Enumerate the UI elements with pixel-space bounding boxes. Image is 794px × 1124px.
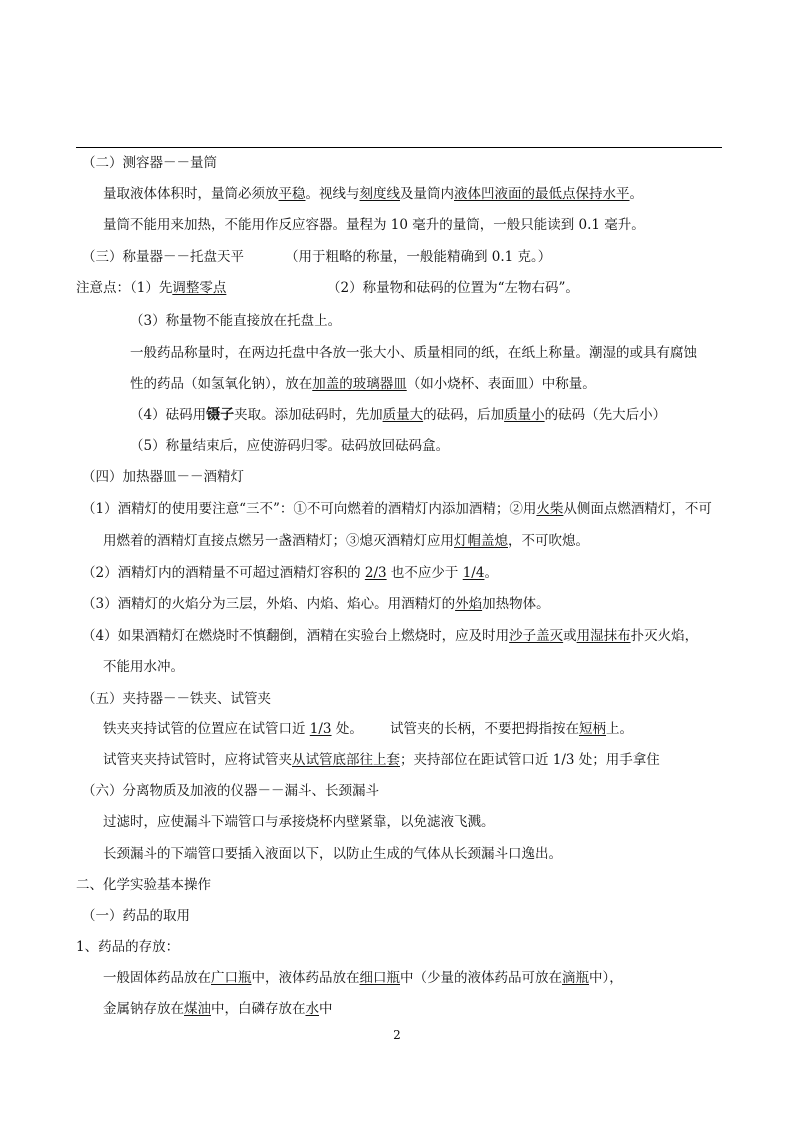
text-segment: （2）称量物和砝码的位置为“左物右码”。 [327, 280, 579, 296]
underlined-term: 滴瓶 [562, 970, 589, 986]
underlined-term: 水 [305, 1001, 319, 1017]
paragraph-line [327, 279, 579, 297]
underlined-term: 加盖的玻璃器皿 [312, 376, 407, 392]
text-segment: 金属钠存放在 [103, 1001, 184, 1017]
text-segment: （三）称量器－－托盘天平 [82, 249, 244, 265]
section-heading-graduated-cylinder [82, 154, 217, 172]
paragraph-line [76, 279, 226, 297]
paragraph-line [130, 312, 341, 330]
text-segment: （一）药品的取用 [82, 908, 190, 924]
paragraph-line [82, 595, 550, 613]
page-number: 2 [393, 1028, 401, 1042]
section-heading-storage [76, 938, 179, 956]
underlined-term: 短柄 [579, 721, 606, 737]
text-segment: 注意点：（1）先 [76, 280, 173, 296]
section-heading-funnels [82, 782, 379, 800]
section-heading-basic-operations [76, 876, 211, 894]
text-segment: 过滤时，应使漏斗下端管口与承接烧杯内壁紧靠，以免滤液飞溅。 [103, 814, 495, 830]
text-segment: 也不应少于 [386, 565, 463, 581]
text-segment: 量取液体体积时，量筒必须放 [103, 186, 279, 202]
text-segment: 处。 [331, 721, 363, 737]
text-segment: （四）加热器皿－－酒精灯 [82, 469, 244, 485]
text-segment: 扑灭火焰， [630, 628, 699, 644]
paragraph-line [103, 532, 589, 550]
paragraph-line [130, 437, 449, 455]
text-segment: 铁夹夹持试管的位置应在试管口近 [103, 721, 310, 737]
paragraph-line [390, 720, 633, 738]
paragraph-line [103, 1000, 333, 1018]
text-segment: （1）酒精灯的使用要注意“三不”：①不可向燃着的酒精灯内添加酒精；②用 [82, 501, 537, 517]
text-segment: （用于粗略的称量，一般能精确到 0.1 克。） [285, 249, 552, 265]
paragraph-line [82, 500, 712, 518]
paragraph-line [285, 248, 551, 266]
text-segment: 的砝码，后加 [423, 407, 505, 423]
text-segment: ；夹持部位在距试管口近 1/3 处；用手拿住 [400, 752, 660, 768]
underlined-term: 刻度线 [359, 186, 400, 202]
paragraph-line [103, 720, 363, 738]
text-segment: 加热物体。 [482, 596, 550, 612]
text-segment: （五）夹持器－－铁夹、试管夹 [82, 691, 271, 707]
bold-term: 镊子 [206, 407, 235, 423]
text-segment: 。 [629, 186, 643, 202]
underlined-term: 从试管底部往上套 [292, 752, 400, 768]
text-segment: 中，白磷存放在 [211, 1001, 306, 1017]
text-segment: 及量筒内 [400, 186, 454, 202]
underlined-term: 1/4 [462, 565, 485, 581]
underlined-term: 调整零点 [172, 280, 227, 296]
text-segment: 夹取。添加砝码时，先加 [234, 407, 383, 423]
text-segment: 用燃着的酒精灯直接点燃另一盏酒精灯；③熄灭酒精灯应用 [103, 533, 454, 549]
text-segment: 量筒不能用来加热，不能用作反应容器。量程为 10 毫升的量筒，一般只能读到 0.1 毫升。 [103, 217, 645, 233]
paragraph-line [103, 185, 643, 203]
text-segment: （3）酒精灯的火焰分为三层，外焰、内焰、焰心。用酒精灯的 [82, 596, 456, 612]
paragraph-line [103, 751, 660, 769]
text-segment: 长颈漏斗的下端管口要插入液面以下，以防止生成的气体从长颈漏斗口逸出。 [103, 846, 562, 862]
text-segment: ，不可吹熄。 [508, 533, 589, 549]
paragraph-line [82, 627, 698, 645]
paragraph-line [103, 216, 645, 234]
paragraph-line [103, 813, 495, 831]
underlined-term: 外焰 [455, 596, 483, 612]
underlined-term: 火柴 [536, 501, 564, 517]
underlined-term: 质量小 [504, 407, 545, 423]
text-segment: 二、化学实验基本操作 [76, 877, 211, 893]
section-heading-alcohol-lamp [82, 468, 244, 486]
text-segment: （六）分离物质及加液的仪器－－漏斗、长颈漏斗 [82, 783, 379, 799]
text-segment: 。视线与 [305, 186, 360, 202]
text-segment: （如小烧杯、表面皿）中称量。 [406, 376, 596, 392]
text-segment: （2）酒精灯内的酒精量不可超过酒精灯容积的 [82, 565, 365, 581]
underlined-term: 质量大 [382, 407, 424, 423]
text-segment: 不能用水冲。 [103, 659, 184, 675]
text-segment: 从侧面点燃酒精灯，不可 [563, 501, 712, 517]
underlined-term: 沙子盖灭 [509, 628, 564, 644]
underlined-term: 广口瓶 [211, 970, 252, 986]
underlined-term: 煤油 [184, 1001, 211, 1017]
paragraph-line [130, 406, 666, 424]
paragraph-line [103, 658, 184, 676]
underlined-term: 2/3 [364, 565, 387, 581]
header-rule [76, 147, 722, 148]
text-segment: 一般固体药品放在 [103, 970, 211, 986]
underlined-term: 平稳 [278, 186, 306, 202]
text-segment: （4）砝码用 [130, 407, 207, 423]
underlined-term: 液体凹液面的最低点保持水平 [454, 186, 630, 202]
paragraph-line [130, 344, 697, 362]
text-segment: （4）如果酒精灯在燃烧时不慎翻倒，酒精在实验台上燃烧时，应及时用 [82, 628, 510, 644]
text-segment: 1、药品的存放： [76, 939, 180, 955]
text-segment: 试管夹的长柄，不要把拇指按在 [390, 721, 579, 737]
paragraph-line [82, 564, 498, 582]
text-segment: 一般药品称量时，在两边托盘中各放一张大小、质量相同的纸，在纸上称量。潮湿的或具有腐蚀 [130, 345, 697, 361]
underlined-term: 1/3 [309, 721, 332, 737]
text-segment: 上。 [606, 721, 633, 737]
underlined-term: 细口瓶 [359, 970, 400, 986]
text-segment: 或 [563, 628, 577, 644]
section-heading-clamps [82, 690, 271, 708]
text-segment: 试管夹夹持试管时，应将试管夹 [103, 752, 292, 768]
text-segment: （二）测容器－－量筒 [82, 155, 217, 171]
underlined-term: 灯帽盖熄 [454, 533, 508, 549]
paragraph-line [103, 969, 623, 987]
text-segment: （5）称量结束后，应使游码归零。砝码放回砝码盒。 [130, 438, 450, 454]
text-segment: 中）， [589, 970, 623, 986]
text-segment: 。 [484, 565, 498, 581]
text-segment: （3）称量物不能直接放在托盘上。 [130, 313, 342, 329]
text-segment: 中，液体药品放在 [251, 970, 360, 986]
text-segment: 的砝码（先大后小） [544, 407, 667, 423]
text-segment: 中（少量的液体药品可放在 [400, 970, 562, 986]
text-segment: 性的药品（如氢氧化钠），放在 [130, 376, 313, 392]
section-heading-balance [82, 248, 244, 266]
paragraph-line [130, 375, 596, 393]
paragraph-line [103, 845, 562, 863]
underlined-term: 用湿抹布 [576, 628, 631, 644]
section-heading-taking-reagents [82, 907, 190, 925]
text-segment: 中 [319, 1001, 333, 1017]
